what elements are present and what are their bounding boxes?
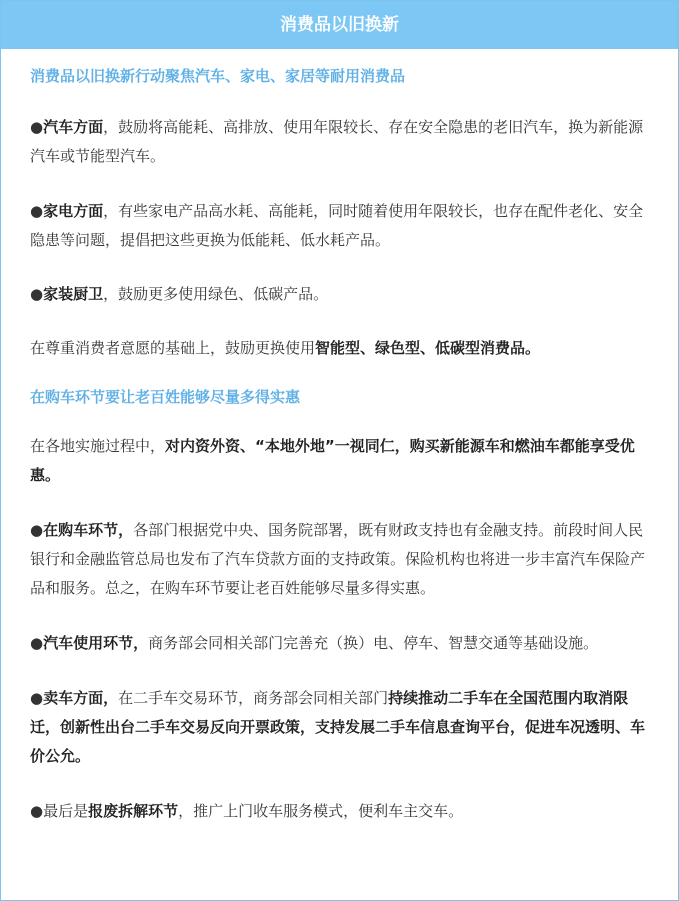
bold-text: 智能型、绿色型、低碳型消费品。 bbox=[315, 339, 541, 357]
bullet-icon: ● bbox=[30, 285, 44, 303]
bullet-icon: ● bbox=[30, 634, 44, 652]
paragraph-sell bbox=[30, 684, 649, 771]
paragraph-use bbox=[30, 629, 649, 658]
paragraph-appliance bbox=[30, 197, 649, 255]
bullet-icon: ● bbox=[30, 521, 44, 539]
paragraph-text-2: ，推广上门收车服务模式，便利车主交车。 bbox=[178, 802, 464, 820]
paragraph-text: 在二手车交易环节，商务部会同相关部门 bbox=[118, 689, 389, 707]
paragraph-text: 在尊重消费者意愿的基础上，鼓励更换使用 bbox=[30, 339, 316, 357]
header-title: 消费品以旧换新 bbox=[1, 1, 678, 49]
bold-label: 报废拆解环节 bbox=[88, 802, 179, 820]
bold-label: 汽车使用环节， bbox=[43, 634, 149, 652]
paragraph-purchase bbox=[30, 516, 649, 603]
paragraph-auto bbox=[30, 113, 649, 171]
bold-label: 家电方面 bbox=[43, 202, 104, 220]
bullet-icon: ● bbox=[30, 689, 44, 707]
paragraph-text: ，鼓励将高能耗、高排放、使用年限较长、存在安全隐患的老旧汽车，换为新能源汽车或节能型汽车。 bbox=[30, 118, 644, 165]
bullet-icon: ● bbox=[30, 802, 44, 820]
bold-text: 对内资外资、“本地外地”一视同仁，购买新能源车和燃油车都能享受优惠。 bbox=[30, 437, 635, 484]
bold-label: 卖车方面， bbox=[43, 689, 119, 707]
bullet-icon: ● bbox=[30, 202, 44, 220]
paragraph-text: ，有些家电产品高水耗、高能耗，同时随着使用年限较长，也存在配件老化、安全隐患等问题，提倡把这些更换为低能耗、低水耗产品。 bbox=[30, 202, 644, 249]
bold-label: 在购车环节， bbox=[43, 521, 134, 539]
paragraph-respect bbox=[30, 334, 649, 363]
paragraph-scrap bbox=[30, 797, 649, 826]
paragraph-text: 最后是 bbox=[43, 802, 89, 820]
paragraph-local bbox=[30, 432, 649, 490]
paragraph-text: 商务部会同相关部门完善充（换）电、停车、智慧交通等基础设施。 bbox=[148, 634, 599, 652]
bold-label: 汽车方面 bbox=[43, 118, 104, 136]
paragraph-text: 各部门根据党中央、国务院部署，既有财政支持也有金融支持。前段时间人民银行和金融监管总局也发布了汽车贷款方面的支持政策。保险机构也将进一步丰富汽车保险产品和服务。总之，在购车环节要让老百姓能够尽量多得实惠。 bbox=[30, 521, 646, 597]
bold-label: 家装厨卫 bbox=[43, 285, 104, 303]
section-title-2: 在购车环节要让老百姓能够尽量多得实惠 bbox=[30, 388, 301, 406]
section-title-1: 消费品以旧换新行动聚焦汽车、家电、家居等耐用消费品 bbox=[30, 67, 406, 85]
paragraph-home bbox=[30, 280, 649, 309]
bold-text: 持续推动二手车在全国范围内取消限迁，创新性出台二手车交易反向开票政策，支持发展二手车信息查询平台，促进车况透明、车价公允。 bbox=[30, 689, 646, 765]
paragraph-text: ，鼓励更多使用绿色、低碳产品。 bbox=[103, 285, 329, 303]
bullet-icon: ● bbox=[30, 118, 44, 136]
paragraph-text: 在各地实施过程中， bbox=[30, 437, 166, 455]
article-body bbox=[1, 62, 678, 826]
